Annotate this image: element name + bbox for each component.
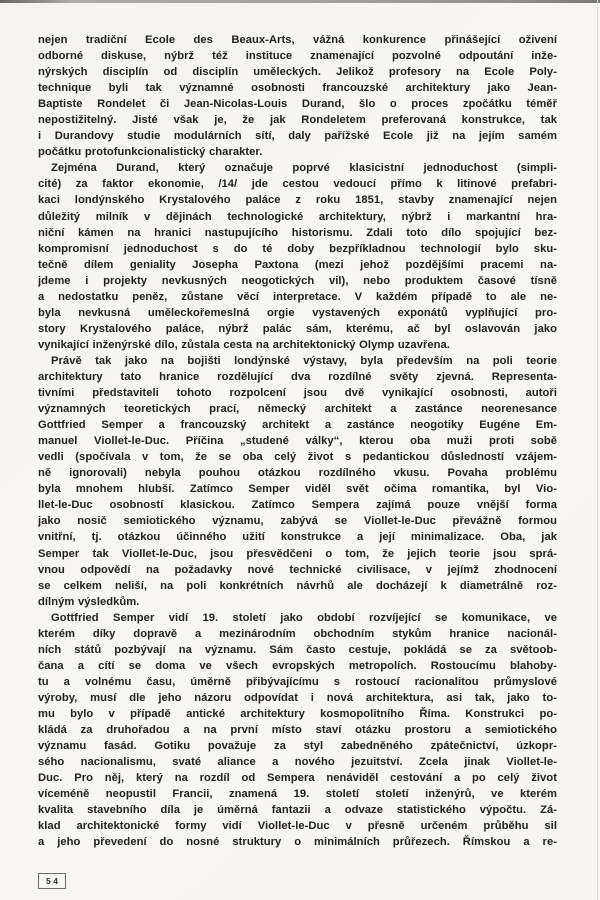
text-line: cité) za faktor ekonomie, /14/ jde cestou vedoucí přímo k litinové prefabri- — [38, 178, 557, 191]
text-line: se celkem neliší, na poli konkrétních návrhů ale docházejí k diametrálně roz- — [38, 579, 557, 592]
text-line: kládá za druhořadou a na první místo staví otázku prostoru a semiotického — [38, 724, 557, 737]
text-line: Semper tak Viollet-le-Duc, jsou přesvědčeni o tom, že jejich teorie jsou sprá- — [38, 547, 557, 560]
text-line: významných teoretických prací, německý architekt a zastánce neorenesance — [38, 403, 557, 416]
text-line: a nedostatku peněz, zůstane věcí interpretace. V každém případě to ale ne- — [38, 290, 557, 303]
paragraph — [38, 32, 557, 160]
text-line: odborné diskuse, nýbrž též instituce znamenající pozvolné odpoutání inže- — [38, 50, 557, 63]
text-line: vynikající inženýrské dílo, zůstala cesta na architektonický Olymp uzavřena. — [38, 338, 450, 351]
text-line: kvalita stavebního díla je úměrná fantazii a odvaze statistického výpočtu. Zá- — [38, 804, 557, 817]
text-line: počátku protofunkcionalistický charakter. — [38, 146, 263, 159]
text-line: víceméně neopustil Francii, znamená 19. století století inženýrů, ve kterém — [38, 788, 557, 801]
text-line: Právě tak jako na bojišti londýnské výstavy, byla především na poli teorie — [51, 354, 557, 367]
text-line: ních států pozbývají na významu. Sám často cestuje, pokládá se za světoob- — [38, 643, 557, 656]
text-line: jdeme i projekty nevkusných neogotických vil), nebo produktem časové tísně — [38, 274, 557, 287]
text-line: mu bylo v případě antické architektury kosmopolitního Říma. Konstrukci po- — [38, 707, 557, 720]
text-line: i Durandovy studie modulárních sítí, daly pařížské Ecole již na jejím samém — [38, 130, 557, 143]
text-line: nejen tradiční Ecole des Beaux-Arts, vážná konkurence přinášející oživení — [38, 34, 557, 46]
text-line: ně ignorovali) nebyla pouhou otázkou rozdílného vkusu. Povaha problému — [38, 467, 557, 480]
text-line: niční kámen na hranici nastupujícího historismu. Zdali toto dílo spojující bez- — [38, 226, 557, 239]
paragraph — [38, 160, 557, 353]
text-line: vnitřní, tj. otázkou účinného užití konstrukce a její minimalizace. Oba, jak — [38, 531, 557, 544]
text-line: vnou odpovědí na požadavky nové technické civilisace, v jejímž zhodnocení — [38, 563, 557, 576]
text-line: Gottfried Semper a francouzský architekt a zastánce neogotiky Eugéne Em- — [38, 419, 557, 432]
text-line: čana a cítí se doma ve všech evropských metropolích. Rostoucímu blahoby- — [38, 659, 557, 672]
text-line: llet-le-Duc osobností klasickou. Zatímco Sempera zajímá pouze vnější forma — [38, 499, 557, 512]
text-line: výroby, musí dle jeho názoru odpovídat i nová architektura, asi tak, jako to- — [38, 691, 557, 704]
text-line: vedli (spočívala v tom, že se oba celý život s pedantickou důsledností vzájem- — [38, 451, 557, 464]
page-number: 54 — [38, 873, 66, 889]
text-line: jako nosič semiotického významu, zabývá se Viollet-le-Duc převážně formou — [38, 515, 557, 528]
text-line: story Krystalového paláce, nýbrž palác sám, kterému, ač byl oslavován jako — [38, 322, 557, 335]
text-line: architektury tato hranice rozdělující dva rozdílné světy zjevná. Representa- — [38, 370, 557, 383]
text-line: Duc. Pro něj, který na rozdíl od Sempera nenáviděl cestování a po celý život — [38, 772, 557, 785]
text-line: tu a volnému času, úměrně přibývajícímu s rostoucí racionalitou průmyslové — [38, 675, 557, 688]
text-line: byla nevkusná uměleckořemeslná orgie vystavených exponátů vyplňující pro- — [38, 306, 557, 319]
text-line: tivními představiteli tohoto rozpolcení jsou dvě vynikající osobnosti, autoři — [38, 387, 557, 400]
text-line: manuel Viollet-le-Duc. Příčina „studené války“, kterou oba muži proti sobě — [38, 435, 557, 448]
text-line: Gottfried Semper vidí 19. století jako období rozvíjející se komunikace, ve — [51, 611, 557, 624]
paragraph — [38, 353, 557, 610]
text-block — [38, 32, 557, 850]
scan-edge-right — [597, 0, 598, 900]
text-line: klad architektonické formy vidí Viollet-le-Duc v přesně určeném průběhu sil — [38, 820, 557, 833]
text-line: dílným výsledkům. — [38, 595, 140, 608]
text-line: Zejména Durand, který označuje poprvé klasicistní jednoduchost (simpli- — [51, 162, 557, 175]
text-line: technique byli tak významné osobnosti francouzské architektury jako Jean- — [38, 82, 557, 95]
text-line: nepostižitelný. Jisté však je, že jak Rondeletem preferovaná konstrukce, tak — [38, 114, 557, 127]
text-line: kaci londýnského Krystalového paláce z roku 1851, stavby znamenající nejen — [38, 194, 557, 207]
text-line: důležitý milník v dějinách technologické architektury, nýbrž i markantní hra- — [38, 210, 557, 223]
text-line: a jeho převedení do nosné struktury o minimálních průřezech. Římskou a re- — [38, 836, 557, 849]
text-line: kterém díky dopravě a mezinárodním obchodním stykům hranice nacionál- — [38, 627, 557, 640]
scan-edge-top — [0, 0, 600, 3]
text-line: sého nacionalismu, svaté aliance a nového jezuitství. Zcela jinak Viollet-le- — [38, 756, 557, 769]
paragraph — [38, 610, 557, 851]
text-line: Baptiste Rondelet či Jean-Nicolas-Louis Durand, šlo o proces zpočátku téměř — [38, 98, 557, 111]
text-line: nýrských disciplín od disciplín uměleckých. Jelikož profesory na Ecole Poly- — [38, 66, 557, 79]
text-line: byla mnohem hlubší. Zatímco Semper viděl svět očima romantika, byl Vio- — [38, 483, 557, 496]
text-line: významu fasád. Gotiku považuje za styl zabedněného zpátečnictví, úzkopr- — [38, 740, 557, 753]
text-line: tečně dílem geniality Josepha Paxtona (mezi jehož pozdějšími pracemi na- — [38, 258, 557, 271]
text-line: kompromisní jednoduchost s do té doby bezpříkladnou technologií bylo sku- — [38, 242, 557, 255]
